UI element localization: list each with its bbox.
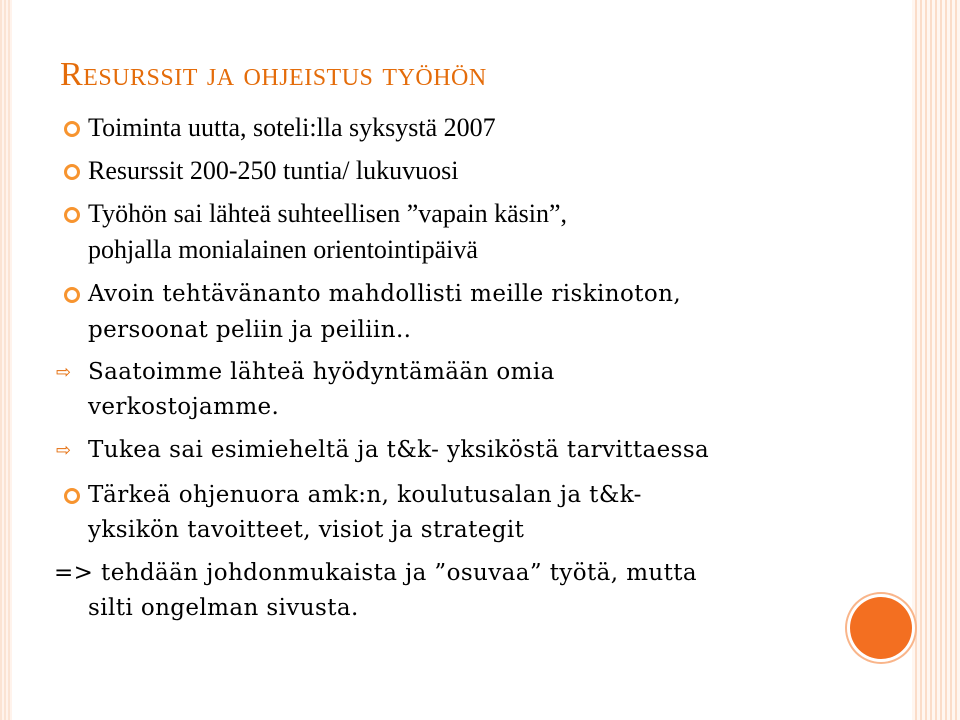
bullet-text-continuation: persoonat peliin ja peiliin.. (88, 317, 412, 343)
bullet-text: Toiminta uutta, soteli:lla syksystä 2007 (88, 113, 496, 142)
bullet-text: Saatoimme lähteä hyödyntämään omia (88, 359, 555, 385)
arrow-bullet-icon: ⇨ (56, 362, 72, 383)
right-decorative-stripe (912, 0, 960, 720)
conclusion-text: => tehdään johdonmukaista ja ”osuvaa” työtä, mutta (54, 560, 698, 586)
bullet-text-continuation: pohjalla monialainen orientointipäivä (88, 235, 478, 264)
circle-bullet-icon (64, 164, 80, 180)
bullet-text-continuation: yksikön tavoitteet, visiot ja strategit (88, 517, 525, 543)
bullet-text: Resurssit 200-250 tuntia/ lukuvuosi (88, 156, 459, 185)
circle-bullet-icon (64, 488, 80, 504)
circle-bullet-icon (64, 207, 80, 223)
slide-title: Resurssit ja ohjeistus työhön (60, 56, 487, 93)
bullet-text-continuation: verkostojamme. (88, 394, 280, 420)
left-decorative-stripe (0, 0, 12, 720)
circle-bullet-icon (64, 121, 80, 137)
bullet-text: Avoin tehtävänanto mahdollisti meille riskinoton, (88, 281, 682, 307)
bullet-text: Tukea sai esimieheltä ja t&k- yksiköstä tarvittaessa (88, 437, 710, 463)
arrow-bullet-icon: ⇨ (56, 440, 72, 461)
circle-bullet-icon (64, 287, 80, 303)
orange-circle-decoration (850, 597, 912, 659)
bullet-text: Työhön sai lähteä suhteellisen ”vapain käsin”, (88, 199, 568, 228)
conclusion-text-continuation: silti ongelman sivusta. (88, 595, 359, 621)
bullet-text: Tärkeä ohjenuora amk:n, koulutusalan ja t&k- (88, 482, 642, 508)
